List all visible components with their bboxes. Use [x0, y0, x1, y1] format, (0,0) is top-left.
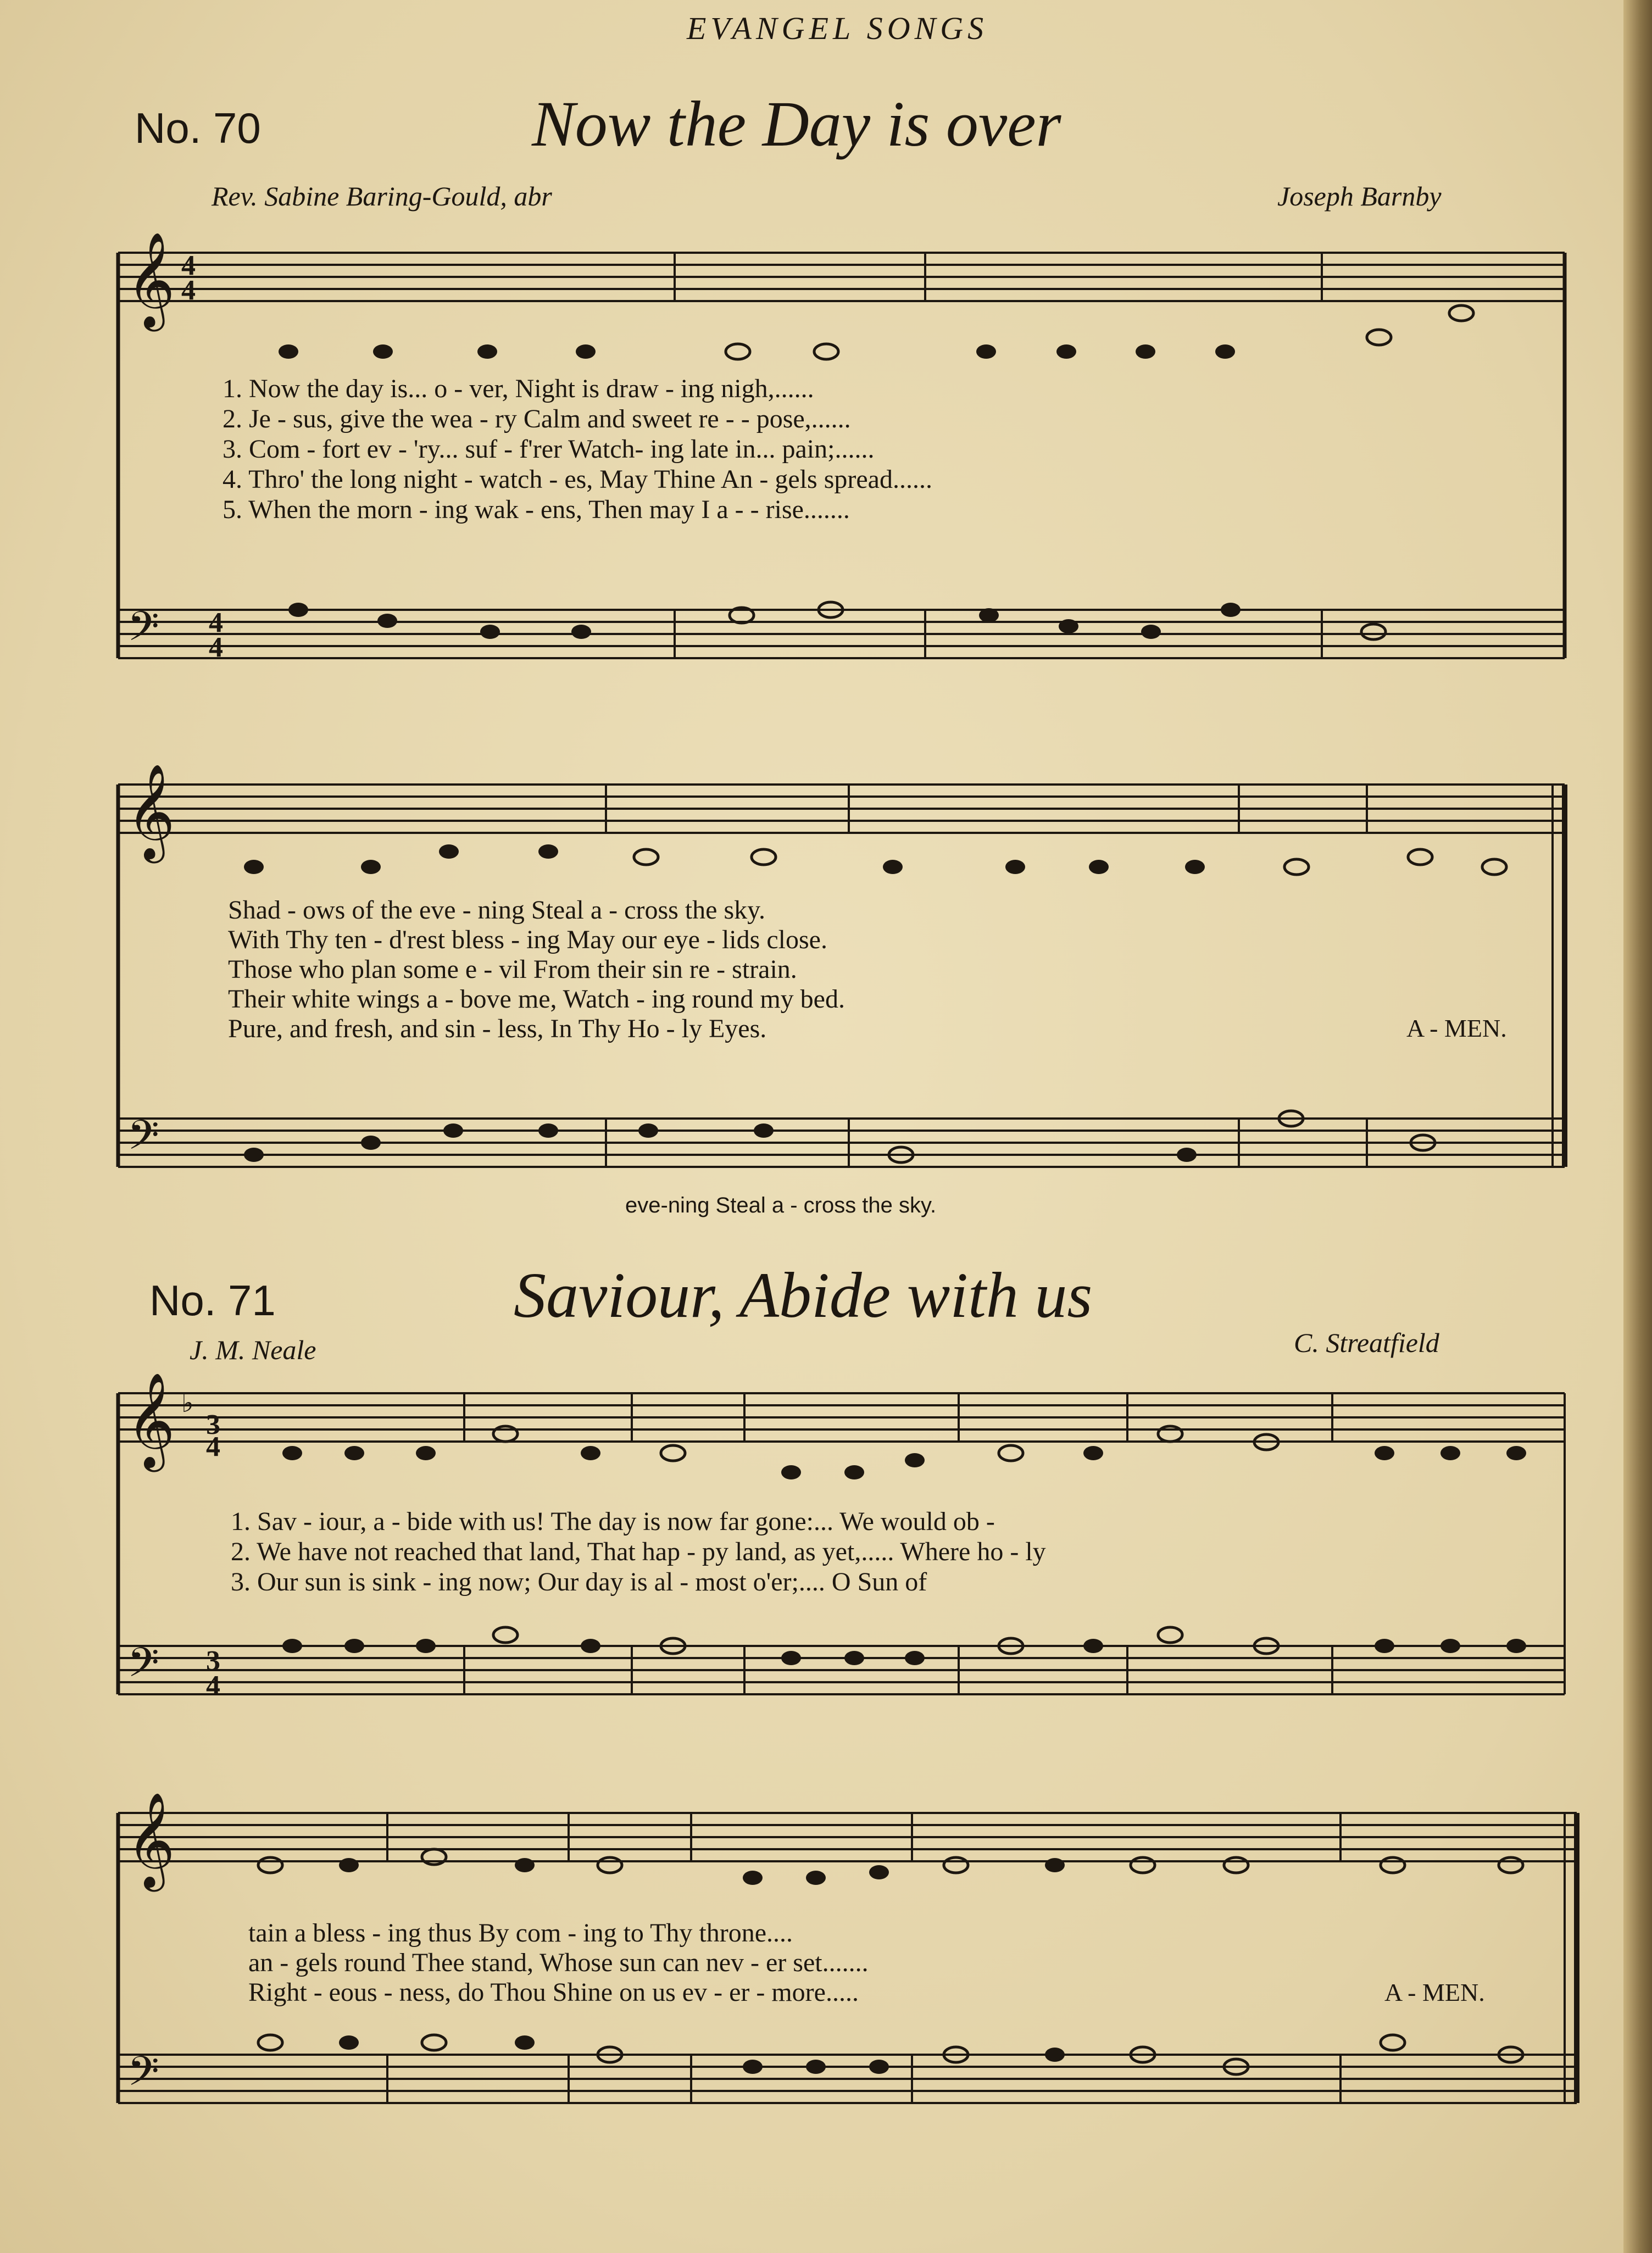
hymn-71-verse-line: 1. Sav - iour, a - bide with us! The day is now far gone:... We would ob - — [231, 1507, 995, 1536]
hymn-70-verse-line: 4. Thro' the long night - watch - es, May Thine An - gels spread...... — [223, 465, 932, 494]
hymn-71-system-2-lyrics — [248, 1918, 869, 2007]
svg-text:𝄢: 𝄢 — [127, 1111, 159, 1169]
hymn-71-number: No. 71 — [149, 1276, 276, 1325]
svg-text:𝄞: 𝄞 — [126, 1792, 175, 1888]
hymn-71-music-by: C. Streatfield — [1294, 1327, 1439, 1358]
hymn-70-verse-line: Pure, and fresh, and sin - less, In Thy Ho - ly Eyes. — [228, 1014, 767, 1043]
svg-text:4: 4 — [181, 250, 196, 281]
running-head: EVANGEL SONGS — [687, 10, 988, 46]
hymn-70-number: No. 70 — [135, 104, 261, 152]
hymn-70-bass-words: eve-ning Steal a - cross the sky. — [625, 1193, 937, 1217]
hymn-71-verse-line: Right - eous - ness, do Thou Shine on us ev - er - more..... — [248, 1978, 859, 2007]
svg-text:4: 4 — [181, 275, 196, 306]
svg-text:4: 4 — [209, 607, 223, 638]
svg-text:𝄢: 𝄢 — [127, 2048, 159, 2105]
hymn-70-verse-line: With Thy ten - d'rest bless - ing May our eye - lids close. — [228, 925, 827, 954]
svg-text:3: 3 — [206, 1645, 220, 1677]
svg-text:4: 4 — [206, 1431, 220, 1462]
hymn-70-verse-line: 3. Com - fort ev - 'ry... suf - f'rer Watch- ing late in... pain;...... — [223, 435, 875, 464]
svg-text:𝄢: 𝄢 — [127, 1639, 159, 1696]
hymn-71-verse-line: tain a bless - ing thus By com - ing to Thy throne.... — [248, 1918, 793, 1948]
hymn-70-verse-line: Shad - ows of the eve - ning Steal a - cross the sky. — [228, 895, 765, 925]
hymn-71-verse-line: 2. We have not reached that land, That hap - py land, as yet,..... Where ho - ly — [231, 1537, 1046, 1566]
hymn-71-words-by: J. M. Neale — [190, 1334, 316, 1365]
svg-text:4: 4 — [209, 632, 223, 663]
hymn-70-verse-line: 5. When the morn - ing wak - ens, Then may I a - - rise....... — [223, 495, 850, 524]
hymn-70-verse-line: 2. Je - sus, give the wea - ry Calm and sweet re - - pose,...... — [223, 404, 851, 433]
hymn-70-verse-line: Those who plan some e - vil From their sin re - strain. — [228, 955, 797, 984]
svg-text:𝄞: 𝄞 — [126, 232, 175, 327]
hymn-70-verse-line: 1. Now the day is... o - ver, Night is draw - ing nigh,...... — [223, 374, 814, 403]
svg-text:♭: ♭ — [181, 1389, 194, 1418]
hymn-70-amen: A - MEN. — [1406, 1014, 1507, 1042]
hymn-70-words-by: Rev. Sabine Baring-Gould, abr — [212, 181, 552, 212]
hymn-71-title: Saviour, Abide with us — [514, 1259, 1093, 1331]
hymn-71-verse-line: an - gels round Thee stand, Whose sun can nev - er set....... — [248, 1948, 869, 1977]
svg-text:4: 4 — [206, 1670, 220, 1701]
hymn-71-verse-line: 3. Our sun is sink - ing now; Our day is al - most o'er;.... O Sun of — [231, 1567, 927, 1596]
svg-text:𝄞: 𝄞 — [126, 764, 175, 859]
hymn-70-music-by: Joseph Barnby — [1277, 181, 1442, 212]
svg-text:𝄞: 𝄞 — [126, 1372, 175, 1468]
svg-text:3: 3 — [206, 1409, 220, 1440]
hymn-70-title: Now the Day is over — [532, 88, 1061, 160]
svg-text:𝄢: 𝄢 — [127, 603, 159, 660]
hymn-71-amen: A - MEN. — [1384, 1978, 1485, 2006]
hymn-70-verse-line: Their white wings a - bove me, Watch - ing round my bed. — [228, 984, 845, 1014]
